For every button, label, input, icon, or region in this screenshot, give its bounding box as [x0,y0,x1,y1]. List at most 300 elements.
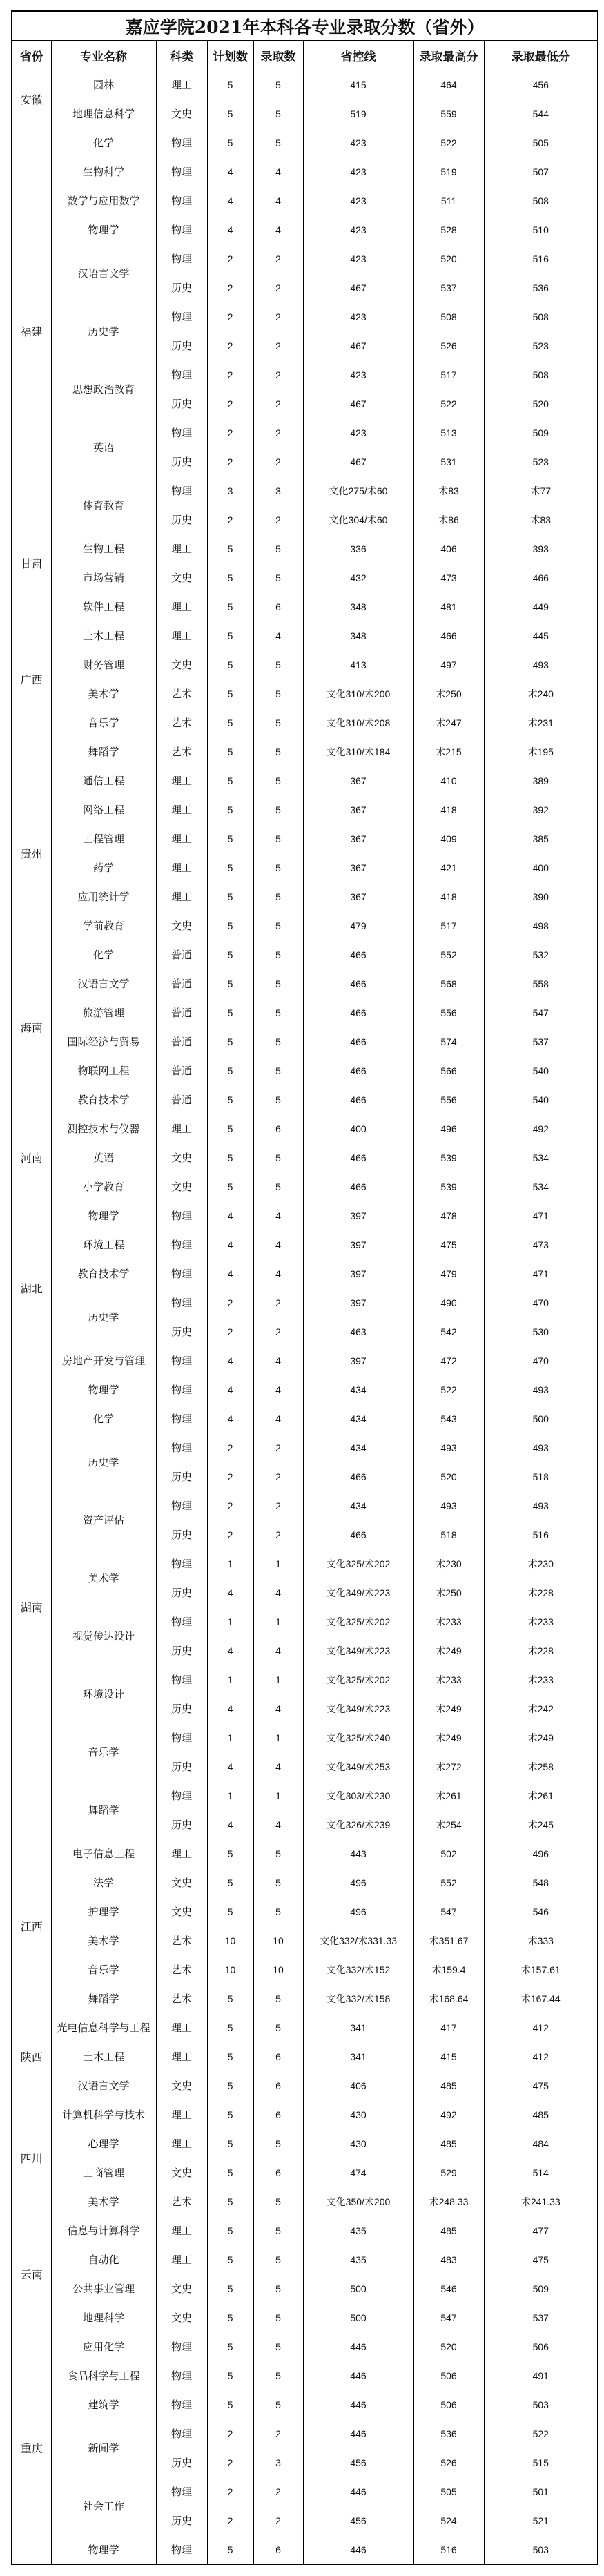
table-row [12,2477,598,2506]
control-line-cell: 367 [303,795,413,824]
table-row [12,302,598,331]
max-score-cell: 术159.4 [413,1955,484,1984]
admitted-count-cell: 5 [253,1056,303,1085]
major-cell: 历史学 [51,1288,156,1346]
admitted-count-cell: 5 [253,2129,303,2158]
major-cell: 工程管理 [51,824,156,853]
province-cell: 重庆 [12,2332,51,2565]
table-row [12,592,598,621]
table-row [12,998,598,1027]
category-cell: 历史 [156,1578,207,1607]
major-cell: 英语 [51,1143,156,1172]
plan-count-cell: 5 [207,1114,253,1143]
major-cell: 汉语言文学 [51,244,156,302]
control-line-cell: 432 [303,563,413,592]
control-line-cell: 文化332/术158 [303,1984,413,2013]
category-cell: 物理 [156,157,207,186]
table-row [12,563,598,592]
control-line-cell: 446 [303,2535,413,2565]
major-cell: 应用统计学 [51,882,156,911]
admitted-count-cell: 2 [253,2419,303,2448]
major-cell: 环境设计 [51,1665,156,1723]
min-score-cell: 532 [484,940,598,969]
min-score-cell: 473 [484,1230,598,1259]
major-cell: 国际经济与贸易 [51,1027,156,1056]
plan-count-cell: 5 [207,1839,253,1868]
min-score-cell: 术228 [484,1636,598,1665]
major-cell: 美术学 [51,1549,156,1607]
major-cell: 土木工程 [51,621,156,650]
admitted-count-cell: 2 [253,505,303,534]
category-cell: 物理 [156,1346,207,1375]
plan-count-cell: 5 [207,1056,253,1085]
plan-count-cell: 2 [207,2506,253,2535]
plan-count-cell: 5 [207,1868,253,1897]
plan-count-cell: 2 [207,1433,253,1462]
control-line-cell: 341 [303,2013,413,2042]
category-cell: 物理 [156,2477,207,2506]
max-score-cell: 574 [413,1027,484,1056]
control-line-cell: 文化325/术202 [303,1607,413,1636]
max-score-cell: 536 [413,2419,484,2448]
major-cell: 历史学 [51,1433,156,1491]
min-score-cell: 509 [484,418,598,447]
major-cell: 工商管理 [51,2158,156,2187]
plan-count-cell: 5 [207,621,253,650]
admitted-count-cell: 3 [253,476,303,505]
control-line-cell: 479 [303,911,413,940]
table-row [12,679,598,708]
plan-count-cell: 2 [207,418,253,447]
plan-count-cell: 2 [207,2448,253,2477]
min-score-cell: 492 [484,1114,598,1143]
table-row [12,1781,598,1810]
control-line-cell: 348 [303,592,413,621]
admitted-count-cell: 5 [253,534,303,563]
category-cell: 物理 [156,1259,207,1288]
major-cell: 教育技术学 [51,1085,156,1114]
table-row [12,1955,598,1984]
category-cell: 物理 [156,1404,207,1433]
control-line-cell: 467 [303,331,413,360]
control-line-cell: 423 [303,186,413,215]
table-row [12,1404,598,1433]
max-score-cell: 术351.67 [413,1926,484,1955]
control-line-cell: 446 [303,2477,413,2506]
control-line-cell: 400 [303,1114,413,1143]
major-cell: 地理信息科学 [51,99,156,128]
plan-count-cell: 5 [207,969,253,998]
major-cell: 生物工程 [51,534,156,563]
category-cell: 理工 [156,2129,207,2158]
min-score-cell: 523 [484,447,598,476]
admitted-count-cell: 2 [253,1462,303,1491]
major-cell: 音乐学 [51,708,156,737]
category-cell: 文史 [156,2158,207,2187]
province-cell: 贵州 [12,766,51,940]
plan-count-cell: 4 [207,1259,253,1288]
table-row [12,1056,598,1085]
category-cell: 理工 [156,795,207,824]
admitted-count-cell: 2 [253,418,303,447]
max-score-cell: 502 [413,1839,484,1868]
min-score-cell: 523 [484,331,598,360]
plan-count-cell: 5 [207,2129,253,2158]
max-score-cell: 492 [413,2100,484,2129]
admitted-count-cell: 2 [253,1433,303,1462]
control-line-cell: 430 [303,2100,413,2129]
plan-count-cell: 2 [207,360,253,389]
plan-count-cell: 4 [207,157,253,186]
min-score-cell: 470 [484,1288,598,1317]
table-row [12,2129,598,2158]
control-line-cell: 423 [303,360,413,389]
admitted-count-cell: 6 [253,2042,303,2071]
control-line-cell: 434 [303,1404,413,1433]
plan-count-cell: 5 [207,940,253,969]
admitted-count-cell: 5 [253,1085,303,1114]
category-cell: 理工 [156,534,207,563]
min-score-cell: 548 [484,1868,598,1897]
category-cell: 物理 [156,1230,207,1259]
control-line-cell: 434 [303,1433,413,1462]
admitted-count-cell: 5 [253,882,303,911]
plan-count-cell: 5 [207,2303,253,2332]
max-score-cell: 术249 [413,1694,484,1723]
max-score-cell: 552 [413,1868,484,1897]
plan-count-cell: 5 [207,2245,253,2274]
control-line-cell: 413 [303,650,413,679]
major-cell: 美术学 [51,2187,156,2216]
category-cell: 历史 [156,331,207,360]
control-line-cell: 446 [303,2419,413,2448]
category-cell: 文史 [156,1868,207,1897]
control-line-cell: 文化275/术60 [303,476,413,505]
min-score-cell: 516 [484,1520,598,1549]
min-score-cell: 508 [484,360,598,389]
major-cell: 房地产开发与管理 [51,1346,156,1375]
major-cell: 测控技术与仪器 [51,1114,156,1143]
admitted-count-cell: 1 [253,1723,303,1752]
admitted-count-cell: 1 [253,1549,303,1578]
max-score-cell: 485 [413,2129,484,2158]
category-cell: 物理 [156,128,207,157]
plan-count-cell: 3 [207,476,253,505]
plan-count-cell: 5 [207,853,253,882]
table-row [12,2419,598,2448]
min-score-cell: 530 [484,1317,598,1346]
plan-count-cell: 5 [207,1085,253,1114]
control-line-cell: 423 [303,302,413,331]
admitted-count-cell: 4 [253,1752,303,1781]
category-cell: 物理 [156,302,207,331]
min-score-cell: 484 [484,2129,598,2158]
table-row [12,1665,598,1694]
control-line-cell: 文化304/术60 [303,505,413,534]
major-cell: 物理学 [51,2535,156,2565]
plan-count-cell: 2 [207,505,253,534]
plan-count-cell: 4 [207,1578,253,1607]
major-cell: 食品科学与工程 [51,2361,156,2390]
min-score-cell: 术83 [484,505,598,534]
plan-count-cell: 2 [207,2419,253,2448]
plan-count-cell: 5 [207,824,253,853]
admitted-count-cell: 5 [253,650,303,679]
admitted-count-cell: 5 [253,1897,303,1926]
category-cell: 历史 [156,2506,207,2535]
max-score-cell: 术247 [413,708,484,737]
max-score-cell: 406 [413,534,484,563]
control-line-cell: 423 [303,244,413,273]
table-row [12,99,598,128]
min-score-cell: 540 [484,1085,598,1114]
min-score-cell: 496 [484,1839,598,1868]
major-cell: 教育技术学 [51,1259,156,1288]
plan-count-cell: 4 [207,1375,253,1404]
major-cell: 药学 [51,853,156,882]
plan-count-cell: 1 [207,1607,253,1636]
plan-count-cell: 5 [207,2013,253,2042]
admitted-count-cell: 5 [253,2013,303,2042]
admitted-count-cell: 1 [253,1781,303,1810]
table-row [12,2332,598,2361]
plan-count-cell: 5 [207,70,253,99]
table-row [12,1375,598,1404]
max-score-cell: 524 [413,2506,484,2535]
table-row [12,2303,598,2332]
plan-count-cell: 5 [207,1143,253,1172]
header-max-score: 录取最高分 [413,41,484,70]
max-score-cell: 526 [413,2448,484,2477]
category-cell: 物理 [156,1607,207,1636]
admitted-count-cell: 5 [253,1868,303,1897]
plan-count-cell: 5 [207,882,253,911]
table-row [12,1549,598,1578]
category-cell: 文史 [156,1172,207,1201]
admitted-count-cell: 2 [253,244,303,273]
table-row [12,1607,598,1636]
header-category: 科类 [156,41,207,70]
category-cell: 理工 [156,2216,207,2245]
min-score-cell: 493 [484,1433,598,1462]
max-score-cell: 464 [413,70,484,99]
max-score-cell: 520 [413,1462,484,1491]
category-cell: 理工 [156,853,207,882]
admitted-count-cell: 6 [253,2158,303,2187]
admitted-count-cell: 2 [253,360,303,389]
plan-count-cell: 4 [207,1346,253,1375]
province-cell: 湖北 [12,1201,51,1375]
category-cell: 历史 [156,1694,207,1723]
header-admitted-count: 录取数 [253,41,303,70]
admitted-count-cell: 4 [253,621,303,650]
min-score-cell: 术157.61 [484,1955,598,1984]
min-score-cell: 449 [484,592,598,621]
major-cell: 物理学 [51,215,156,244]
max-score-cell: 术272 [413,1752,484,1781]
major-cell: 电子信息工程 [51,1839,156,1868]
control-line-cell: 466 [303,1085,413,1114]
category-cell: 理工 [156,2100,207,2129]
major-cell: 体育教育 [51,476,156,534]
category-cell: 艺术 [156,2187,207,2216]
major-cell: 舞蹈学 [51,1781,156,1839]
max-score-cell: 513 [413,418,484,447]
category-cell: 历史 [156,505,207,534]
category-cell: 文史 [156,2274,207,2303]
table-row [12,1926,598,1955]
table-row [12,1839,598,1868]
min-score-cell: 412 [484,2013,598,2042]
min-score-cell: 508 [484,186,598,215]
category-cell: 理工 [156,766,207,795]
min-score-cell: 493 [484,1491,598,1520]
category-cell: 理工 [156,70,207,99]
control-line-cell: 463 [303,1317,413,1346]
min-score-cell: 456 [484,70,598,99]
plan-count-cell: 5 [207,1172,253,1201]
plan-count-cell: 4 [207,215,253,244]
admitted-count-cell: 5 [253,795,303,824]
major-cell: 新闻学 [51,2419,156,2477]
category-cell: 理工 [156,592,207,621]
max-score-cell: 497 [413,650,484,679]
max-score-cell: 术86 [413,505,484,534]
control-line-cell: 430 [303,2129,413,2158]
control-line-cell: 466 [303,969,413,998]
category-cell: 物理 [156,476,207,505]
table-row [12,853,598,882]
admitted-count-cell: 10 [253,1955,303,1984]
plan-count-cell: 5 [207,998,253,1027]
major-cell: 美术学 [51,679,156,708]
control-line-cell: 446 [303,2332,413,2361]
major-cell: 汉语言文学 [51,969,156,998]
min-score-cell: 544 [484,99,598,128]
plan-count-cell: 2 [207,331,253,360]
max-score-cell: 术250 [413,1578,484,1607]
major-cell: 物理学 [51,1201,156,1230]
max-score-cell: 566 [413,1056,484,1085]
min-score-cell: 506 [484,2332,598,2361]
plan-count-cell: 5 [207,2535,253,2565]
table-row [12,1868,598,1897]
category-cell: 历史 [156,447,207,476]
plan-count-cell: 2 [207,2477,253,2506]
admitted-count-cell: 5 [253,2274,303,2303]
table-row [12,1114,598,1143]
max-score-cell: 542 [413,1317,484,1346]
min-score-cell: 491 [484,2361,598,2390]
control-line-cell: 519 [303,99,413,128]
max-score-cell: 508 [413,302,484,331]
table-row [12,621,598,650]
major-cell: 化学 [51,128,156,157]
table-row [12,186,598,215]
plan-count-cell: 5 [207,650,253,679]
max-score-cell: 415 [413,2042,484,2071]
admitted-count-cell: 1 [253,1607,303,1636]
min-score-cell: 547 [484,998,598,1027]
plan-count-cell: 4 [207,1694,253,1723]
max-score-cell: 519 [413,157,484,186]
control-line-cell: 397 [303,1288,413,1317]
max-score-cell: 409 [413,824,484,853]
admitted-count-cell: 4 [253,157,303,186]
category-cell: 物理 [156,360,207,389]
table-row [12,476,598,505]
category-cell: 文史 [156,99,207,128]
table-row [12,1027,598,1056]
admitted-count-cell: 2 [253,2506,303,2535]
plan-count-cell: 2 [207,1462,253,1491]
admitted-count-cell: 6 [253,1114,303,1143]
control-line-cell: 文化303/术230 [303,1781,413,1810]
table-row [12,1723,598,1752]
admission-scores-table [11,10,598,2565]
province-cell: 安徽 [12,70,51,128]
max-score-cell: 478 [413,1201,484,1230]
major-cell: 园林 [51,70,156,99]
min-score-cell: 400 [484,853,598,882]
table-row [12,1085,598,1114]
major-cell: 物理学 [51,1375,156,1404]
control-line-cell: 415 [303,70,413,99]
table-row [12,1897,598,1926]
major-cell: 通信工程 [51,766,156,795]
max-score-cell: 421 [413,853,484,882]
min-score-cell: 537 [484,2303,598,2332]
category-cell: 物理 [156,2361,207,2390]
min-score-cell: 385 [484,824,598,853]
min-score-cell: 505 [484,128,598,157]
admitted-count-cell: 5 [253,2361,303,2390]
max-score-cell: 术83 [413,476,484,505]
admitted-count-cell: 5 [253,2390,303,2419]
min-score-cell: 392 [484,795,598,824]
control-line-cell: 496 [303,1868,413,1897]
table-title: 嘉应学院2021年本科各专业录取分数（省外） [12,11,598,41]
plan-count-cell: 4 [207,1636,253,1665]
min-score-cell: 术261 [484,1781,598,1810]
category-cell: 物理 [156,1201,207,1230]
max-score-cell: 543 [413,1404,484,1433]
admitted-count-cell: 4 [253,1230,303,1259]
max-score-cell: 418 [413,882,484,911]
min-score-cell: 术258 [484,1752,598,1781]
control-line-cell: 466 [303,1172,413,1201]
province-cell: 福建 [12,128,51,534]
control-line-cell: 文化332/术331.33 [303,1926,413,1955]
category-cell: 理工 [156,1839,207,1868]
category-cell: 物理 [156,2419,207,2448]
admitted-count-cell: 2 [253,331,303,360]
major-cell: 地理科学 [51,2303,156,2332]
max-score-cell: 529 [413,2158,484,2187]
admitted-count-cell: 4 [253,1578,303,1607]
admitted-count-cell: 5 [253,940,303,969]
plan-count-cell: 4 [207,1810,253,1839]
max-score-cell: 505 [413,2477,484,2506]
category-cell: 理工 [156,882,207,911]
control-line-cell: 文化326/术239 [303,1810,413,1839]
min-score-cell: 445 [484,621,598,650]
admitted-count-cell: 2 [253,1520,303,1549]
table-row [12,70,598,99]
plan-count-cell: 5 [207,2216,253,2245]
control-line-cell: 367 [303,882,413,911]
min-score-cell: 534 [484,1143,598,1172]
